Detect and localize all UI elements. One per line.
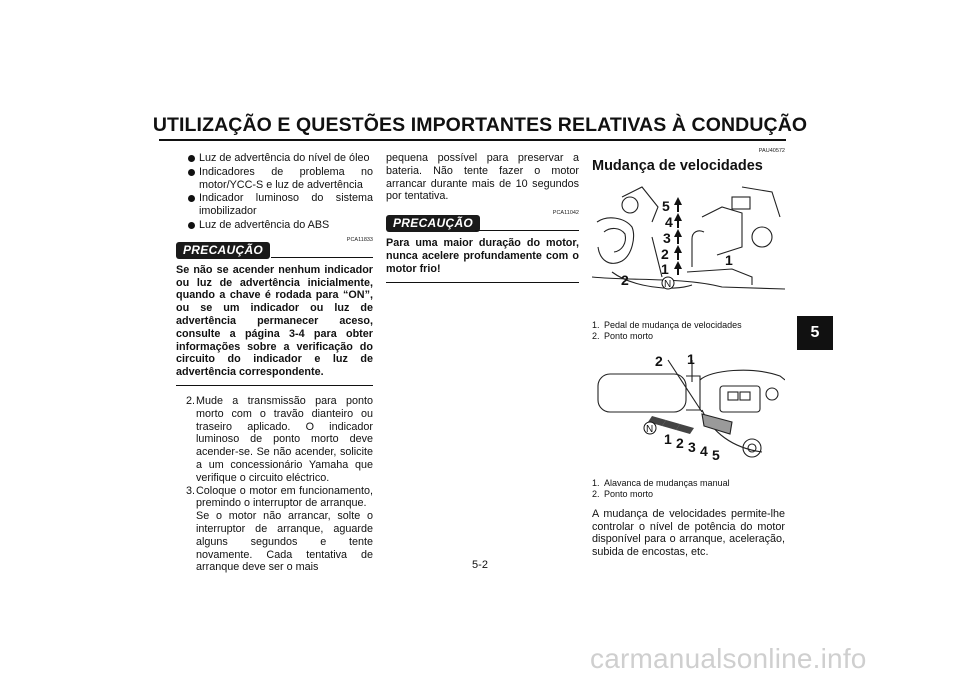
- gear-label-1: 1: [664, 430, 672, 447]
- neutral-label: N: [664, 278, 672, 290]
- step-2: 2. Mude a transmissão para ponto morto com o travão dianteiro ou traseiro aplicado. O indicador luminoso de ponto morto deve acender-se. Se não acender, solicite a um concessionário Yamaha que verifique o circuito eléctrico.: [186, 394, 373, 484]
- list-item: Luz de advertência do nível de óleo: [176, 152, 373, 165]
- shift-pedal-figure: [592, 177, 785, 301]
- reference-code: PCA11042: [552, 210, 579, 217]
- caution-badge: PRECAUÇÃO: [386, 215, 480, 232]
- list-item: Luz de advertência do ABS: [176, 219, 373, 232]
- caption-item: 1. Alavanca de mudanças manual: [592, 477, 730, 488]
- callout-2: 2: [655, 352, 663, 369]
- caution-rule: [271, 257, 373, 258]
- figure-2-captions: [592, 478, 785, 500]
- section-paragraph: A mudança de velocidades permite-lhe controlar o nível de potência do motor disponível para o arranque, aceleração, subida de encostas, etc.: [592, 507, 785, 559]
- neutral-label: N: [646, 423, 654, 435]
- caution-badge: PRECAUÇÃO: [176, 242, 270, 259]
- bullet-icon: [188, 169, 195, 176]
- column-1: [176, 152, 373, 574]
- caution-header: [176, 236, 373, 260]
- column-3: [592, 148, 785, 559]
- gear-label-2: 2: [661, 245, 669, 262]
- watermark: carmanualsonline.info: [590, 643, 867, 674]
- callout-1: 1: [725, 251, 733, 268]
- gear-label-2: 2: [676, 434, 684, 451]
- gear-label-3: 3: [688, 438, 696, 455]
- header-rule: [159, 139, 786, 141]
- caution-end-rule: [176, 385, 373, 386]
- caution-end-rule: [386, 282, 579, 283]
- handlebar-switch-figure: [592, 352, 785, 470]
- caption-item: 2. Ponto morto: [592, 488, 654, 499]
- bullet-icon: [188, 155, 195, 162]
- gear-label-5: 5: [662, 197, 670, 214]
- reference-code: PCA11833: [346, 236, 373, 243]
- gear-label-4: 4: [700, 442, 708, 459]
- caution-rule: [475, 230, 579, 231]
- step-3: 3. Coloque o motor em funcionamento, premindo o interruptor de arranque. Se o motor não arrancar, solte o interruptor de arranque, aguarde alguns segundos e tente novamente. Cada tentativa de arranque deve ser o mais: [186, 484, 373, 574]
- page-number: 5-2: [472, 559, 488, 571]
- continued-text: pequena possível para preservar a bateria. Não tente fazer o motor arrancar durante mais de 10 segundos por tentativa.: [386, 152, 579, 203]
- section-title: Mudança de velocidades: [592, 158, 763, 174]
- list-item: Indicadores de problema no motor/YCC-S e luz de advertência: [176, 166, 373, 192]
- bullet-icon: [188, 195, 195, 202]
- reference-code: PAU40572: [758, 148, 785, 154]
- chapter-tab[interactable]: 5: [797, 316, 833, 350]
- figure-1-captions: [592, 320, 785, 342]
- gear-label-3: 3: [663, 229, 671, 246]
- callout-2: 2: [621, 271, 629, 288]
- caution-header: [386, 210, 579, 233]
- callout-1: 1: [687, 351, 695, 367]
- list-item: Indicador luminoso do sistema imobilizador: [176, 192, 373, 218]
- gear-label-4: 4: [665, 213, 673, 230]
- page-title: UTILIZAÇÃO E QUESTÕES IMPORTANTES RELATIVAS À CONDUÇÃO: [152, 114, 808, 136]
- caption-item: 2. Ponto morto: [592, 330, 654, 341]
- caution-text: Se não se acender nenhum indicador ou luz de advertência inicialmente, quando a chave é rodada para “ON”, ou se um indicador ou luz de advertência permanecer aceso, consulte a página 3-4 para obter informações sobre a verificação do circuito do indicador e luz de advertência correspondente.: [176, 263, 373, 379]
- caption-item: 1. Pedal de mudança de velocidades: [592, 319, 742, 330]
- caution-text: Para uma maior duração do motor, nunca acelere profundamente com o motor frio!: [386, 237, 579, 275]
- bullet-icon: [188, 222, 195, 229]
- gear-label-1: 1: [661, 260, 669, 277]
- gear-label-5: 5: [712, 446, 720, 463]
- column-2: [386, 152, 579, 283]
